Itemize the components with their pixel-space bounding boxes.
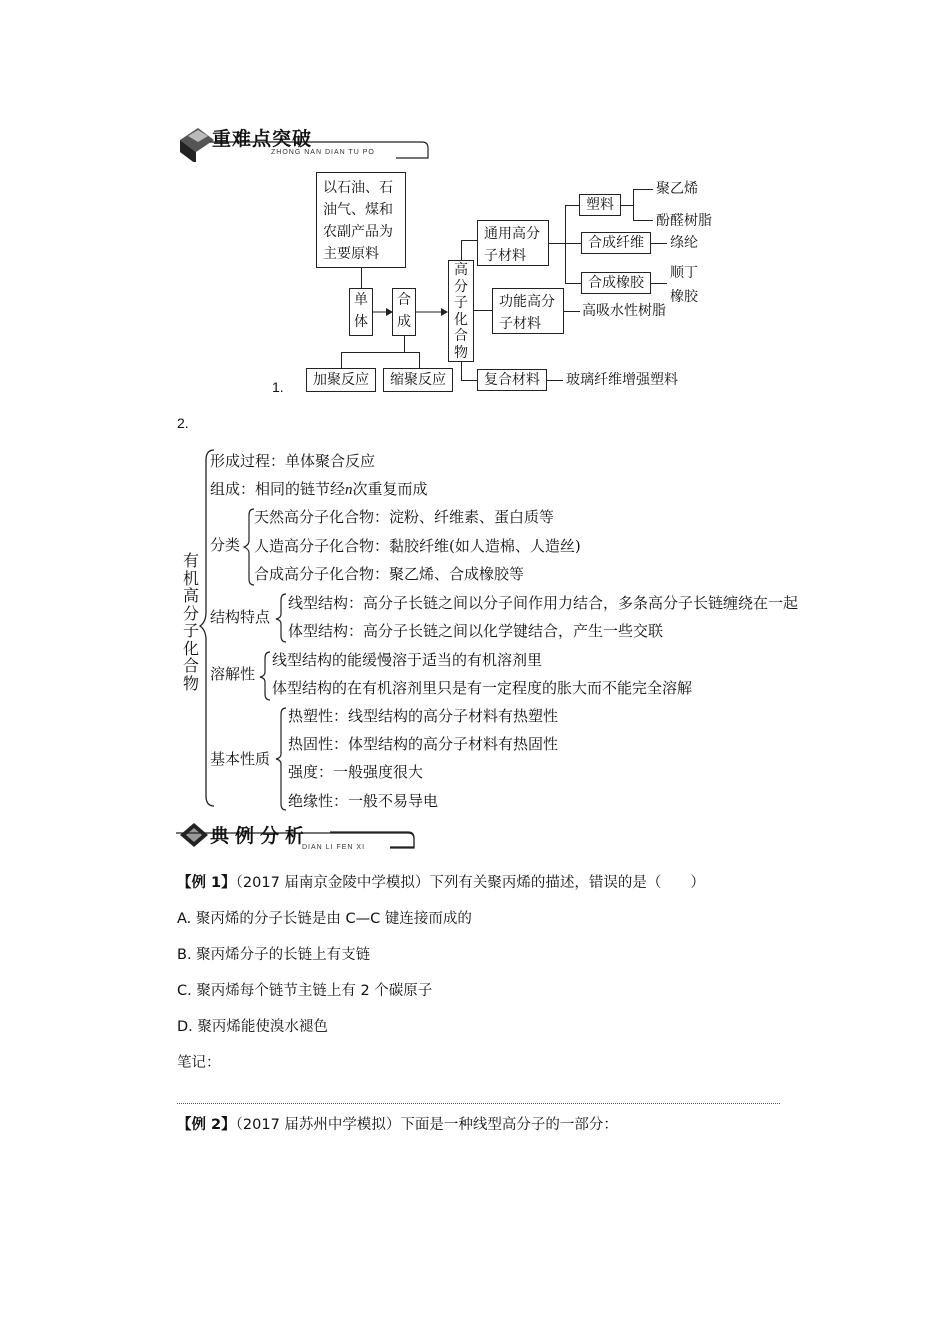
monomer-char: 体 [354, 314, 368, 330]
plastic-box: 塑料 [579, 194, 621, 216]
insulation: 绝缘性：一般不易导电 [288, 792, 439, 810]
butadiene-rubber-label [670, 261, 698, 309]
polymer-compound-box [448, 260, 474, 362]
solubility-network: 体型结构的在有机溶剂里只是有一定程度的胀大而不能完全溶解 [272, 679, 693, 697]
option-b: B. 聚丙烯分子的长链上有支链 [177, 947, 371, 963]
section-subtitle: ZHONG NAN DIAN TU PO [271, 149, 375, 156]
composition [210, 479, 428, 500]
source-line: 以石油、石 [323, 180, 393, 196]
formation-process: 形成过程：单体聚合反应 [210, 452, 376, 470]
butadiene-rubber-line: 橡胶 [670, 289, 698, 305]
synthetic-fiber-box: 合成纤维 [581, 232, 651, 254]
phenolic-resin-label: 酚醛树脂 [656, 213, 712, 229]
thermosetting: 热固性：体型结构的高分子材料有热固性 [288, 735, 559, 753]
example-2-text: （2017 届苏州中学模拟）下面是一种线型高分子的一部分： [235, 1117, 618, 1133]
solubility-label: 溶解性 [210, 665, 256, 683]
monomer-box [349, 288, 373, 336]
basic-properties-label: 基本性质 [210, 750, 271, 768]
example-1-label: 【例 1】 [177, 875, 236, 891]
synthesis-char: 合 [397, 292, 411, 308]
classification-label: 分类 [210, 536, 241, 554]
structure-brace-icon [274, 592, 288, 644]
general-line: 子材料 [484, 248, 526, 264]
linear-structure: 线型结构：高分子长链之间以分子间作用力结合，多条高分子长链缠绕在一起 [288, 594, 799, 612]
synthetic-rubber-box: 合成橡胶 [581, 272, 651, 294]
monomer-char: 单 [354, 292, 368, 308]
thermoplasticity: 热塑性：线型结构的高分子材料有热塑性 [288, 707, 559, 725]
solubility-linear: 线型结构的能缓慢溶于适当的有机溶剂里 [272, 651, 543, 669]
general-polymer-box [477, 220, 549, 266]
functional-line: 子材料 [499, 316, 541, 332]
root-char: 机 [182, 568, 199, 588]
notes-divider [177, 1103, 780, 1104]
arrow-right-icon [416, 305, 448, 319]
polymer-char: 物 [454, 344, 468, 361]
composition-n: n [345, 482, 353, 498]
polyethylene-label: 聚乙烯 [656, 181, 698, 197]
network-structure: 体型结构：高分子长链之间以化学键结合，产生一些交联 [288, 622, 664, 640]
root-char: 分 [182, 603, 199, 623]
section-title: 重难点突破 [212, 128, 313, 150]
example-1-question [177, 871, 705, 892]
butadiene-rubber-line: 顺丁 [670, 265, 698, 281]
structure-features-label: 结构特点 [210, 608, 271, 626]
composite-material-box: 复合材料 [477, 369, 547, 391]
root-char: 子 [182, 621, 199, 640]
strength: 强度：一般强度很大 [288, 763, 424, 781]
arrow-right-icon [373, 305, 393, 319]
glass-fiber-plastic-label: 玻璃纤维增强塑料 [566, 372, 678, 388]
composition-suffix: 次重复而成 [352, 480, 428, 498]
source-line: 主要原料 [323, 246, 379, 262]
section-title: 典例分析 [210, 825, 311, 847]
polymer-char: 子 [454, 295, 468, 312]
root-char: 物 [182, 673, 199, 693]
example-2-label: 【例 2】 [177, 1117, 236, 1133]
root-char: 有 [182, 551, 199, 570]
notes-label: 笔记： [177, 1055, 221, 1071]
synthesis-char: 成 [397, 314, 411, 330]
artificial-polymers: 人造高分子化合物：黏胶纤维(如人造棉、人造丝) [254, 537, 581, 555]
root-char: 高 [182, 586, 199, 605]
section-subtitle: DIAN LI FEN XI [302, 844, 366, 851]
polymer-char: 分 [454, 278, 468, 295]
addition-polymerization-box: 加聚反应 [306, 368, 376, 392]
raw-materials-box [316, 172, 406, 268]
option-a: A. 聚丙烯的分子长链是由 C—C 键连接而成的 [177, 911, 472, 927]
synthesis-box [392, 288, 416, 336]
solubility-brace-icon [258, 650, 272, 702]
composition-prefix: 组成：相同的链节经 [210, 480, 346, 498]
source-line: 农副产品为 [323, 224, 393, 240]
general-line: 通用高分 [484, 226, 540, 242]
functional-polymer-box [492, 288, 564, 334]
root-char: 化 [182, 638, 199, 658]
polymer-char: 合 [454, 328, 468, 345]
polymer-char: 高 [454, 262, 468, 278]
diagram-number: 2. [177, 415, 189, 431]
diagram-number: 1. [272, 379, 284, 395]
polyester-fiber-label: 绦纶 [670, 235, 698, 251]
option-c: C. 聚丙烯每个链节主链上有 2 个碳原子 [177, 983, 433, 999]
example-1-text: （2017 届南京金陵中学模拟）下列有关聚丙烯的描述，错误的是（ ） [235, 875, 705, 891]
source-line: 油气、煤和 [323, 202, 393, 218]
option-d: D. 聚丙烯能使溴水褪色 [177, 1019, 328, 1035]
synthetic-polymers: 合成高分子化合物：聚乙烯、合成橡胶等 [254, 565, 525, 583]
basic-properties-brace-icon [274, 706, 288, 812]
root-char: 合 [182, 656, 199, 675]
functional-line: 功能高分 [499, 294, 555, 310]
example-2-question [177, 1113, 618, 1134]
polymer-char: 化 [454, 311, 468, 328]
condensation-polymerization-box: 缩聚反应 [383, 368, 453, 392]
super-absorbent-resin-label: 高吸水性树脂 [582, 303, 666, 319]
natural-polymers: 天然高分子化合物：淀粉、纤维素、蛋白质等 [254, 508, 555, 526]
